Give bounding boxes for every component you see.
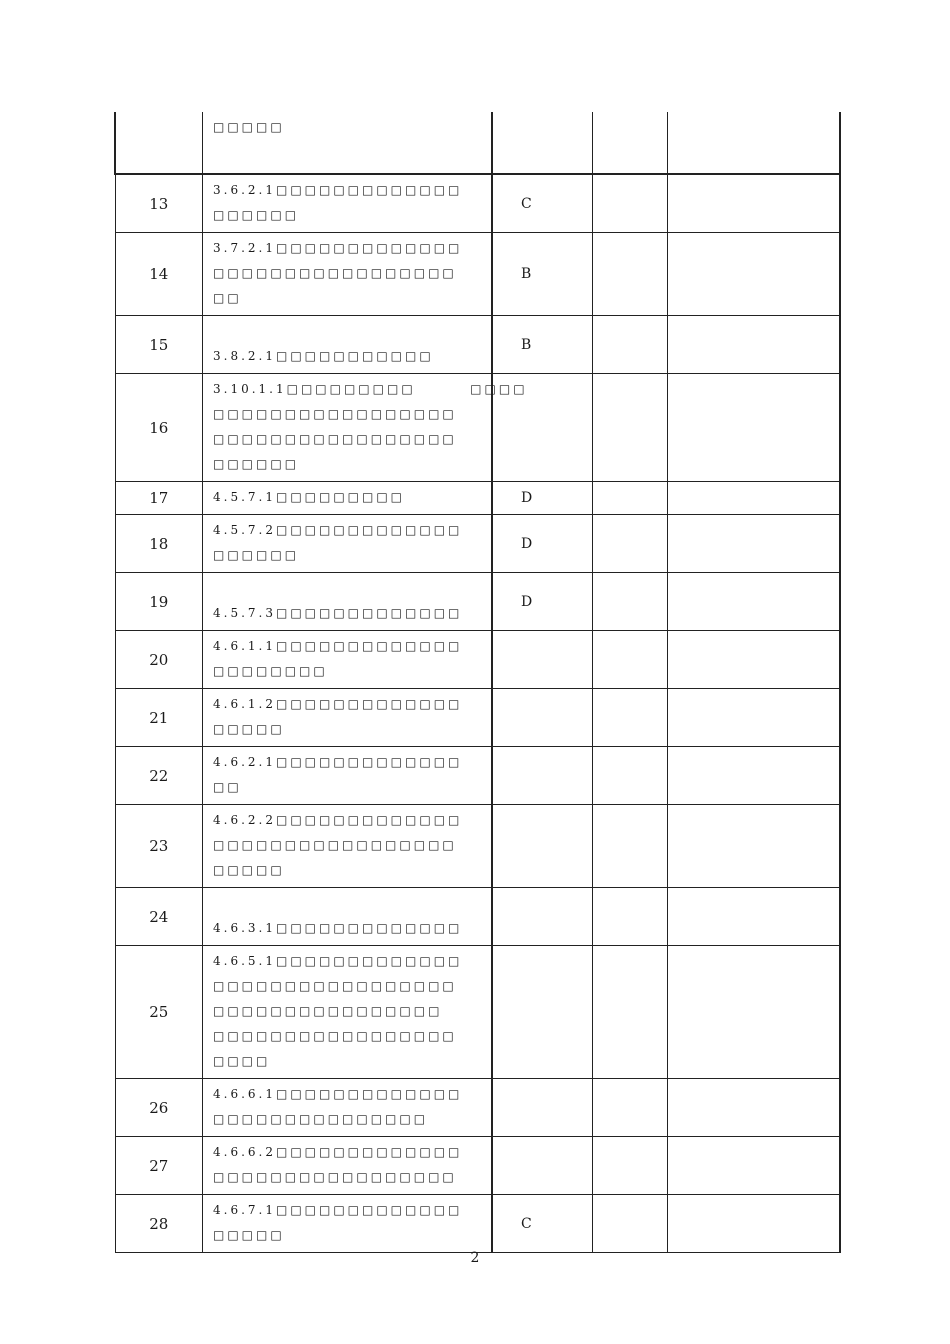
table-row: [115, 1079, 840, 1137]
row-number: 20: [115, 631, 203, 689]
clause-line: □□□□: [213, 1054, 271, 1068]
clause-description: [203, 888, 493, 946]
grade-cell: [492, 888, 592, 946]
empty-cell: [592, 515, 667, 573]
clause-line: □□□□□: [213, 722, 285, 736]
empty-cell: [592, 233, 667, 316]
remarks-cell: [667, 316, 840, 374]
clause-line: 4.6.7.1□□□□□□□□□□□□□: [213, 1203, 463, 1217]
row-number: 14: [115, 233, 203, 316]
clause-description: [203, 374, 528, 482]
item-table-body: [115, 112, 840, 1253]
clause-text: [203, 573, 491, 630]
clause-line: □□□□□□□□□□□□□□□: [213, 1112, 429, 1126]
clause-text: [203, 482, 491, 514]
clause-text: [203, 805, 491, 887]
clause-line: 3.10.1.1□□□□□□□□□ □□□□: [213, 382, 528, 396]
grade-cell: [492, 1137, 592, 1195]
clause-line: □□□□□□□□□□□□□□□□: [213, 1004, 443, 1018]
clause-description: [203, 946, 493, 1079]
clause-text: [203, 888, 491, 945]
clause-line: 4.6.1.1□□□□□□□□□□□□□: [213, 639, 463, 653]
remarks-cell: [667, 233, 840, 316]
table-row: [115, 1195, 840, 1253]
empty-cell: [592, 316, 667, 374]
remarks-cell: [667, 112, 840, 174]
empty-cell: [592, 631, 667, 689]
grade-cell: [492, 747, 592, 805]
remarks-cell: [667, 174, 840, 233]
clause-text: [203, 175, 491, 232]
table-row: [115, 1137, 840, 1195]
table-row: [115, 888, 840, 946]
clause-description: [203, 112, 493, 174]
clause-line: □□□□□□□□□□□□□□□□□: [213, 979, 457, 993]
remarks-cell: [667, 805, 840, 888]
remarks-cell: [667, 515, 840, 573]
clause-line: □□□□□□□□□□□□□□□□□: [213, 1170, 457, 1184]
table-row: [115, 374, 840, 482]
row-number: 25: [115, 946, 203, 1079]
clause-description: [203, 482, 493, 515]
clause-text: [203, 316, 491, 373]
item-table: [114, 112, 841, 1253]
grade-cell: [492, 689, 592, 747]
clause-description: [203, 689, 493, 747]
clause-line: 4.5.7.3□□□□□□□□□□□□□: [213, 606, 463, 620]
row-number: 27: [115, 1137, 203, 1195]
remarks-cell: [667, 1079, 840, 1137]
clause-description: [203, 747, 493, 805]
clause-line: 4.6.2.2□□□□□□□□□□□□□: [213, 813, 463, 827]
clause-line: □□□□□□: [213, 457, 300, 471]
clause-text: [203, 233, 491, 315]
empty-cell: [592, 689, 667, 747]
grade-cell: D: [492, 573, 592, 631]
empty-cell: [592, 112, 667, 174]
table-row: [115, 689, 840, 747]
remarks-cell: [667, 482, 840, 515]
grade-cell: [492, 1079, 592, 1137]
clause-line: □□□□□□□□□□□□□□□□□: [213, 1029, 457, 1043]
clause-line: □□□□□□□□□□□□□□□□□: [213, 407, 457, 421]
clause-description: [203, 515, 493, 573]
empty-cell: [592, 946, 667, 1079]
row-number: 15: [115, 316, 203, 374]
table-row: [115, 112, 840, 174]
clause-text: [203, 1079, 491, 1136]
table-row: [115, 631, 840, 689]
empty-cell: [592, 747, 667, 805]
remarks-cell: [667, 573, 840, 631]
table-row: [115, 515, 840, 573]
grade-cell: D: [492, 515, 592, 573]
empty-cell: [592, 1137, 667, 1195]
clause-line: 3.8.2.1□□□□□□□□□□□: [213, 349, 434, 363]
clause-description: [203, 573, 493, 631]
row-number: 17: [115, 482, 203, 515]
clause-line: □□: [213, 780, 242, 794]
clause-line: 4.6.1.2□□□□□□□□□□□□□: [213, 697, 463, 711]
table-row: [115, 316, 840, 374]
clause-line: □□□□□: [213, 863, 285, 877]
clause-line: 3.6.2.1□□□□□□□□□□□□□: [213, 183, 463, 197]
clause-line: [213, 576, 491, 601]
clause-text: [203, 946, 491, 1078]
table-row: [115, 573, 840, 631]
table-row: [115, 805, 840, 888]
clause-line: □□□□□□: [213, 548, 300, 562]
remarks-cell: [667, 888, 840, 946]
clause-text: [203, 747, 491, 804]
clause-line: □□□□□□□□□□□□□□□□□: [213, 432, 457, 446]
clause-description: [203, 316, 493, 374]
row-number: 22: [115, 747, 203, 805]
clause-text: [203, 112, 491, 144]
table-row: [115, 946, 840, 1079]
remarks-cell: [667, 631, 840, 689]
grade-cell: [492, 631, 592, 689]
clause-line: □□□□□□□□: [213, 664, 328, 678]
empty-cell: [592, 1195, 667, 1253]
clause-description: [203, 1137, 493, 1195]
clause-line: 4.6.6.2□□□□□□□□□□□□□: [213, 1145, 463, 1159]
row-number: 23: [115, 805, 203, 888]
remarks-cell: [667, 747, 840, 805]
remarks-cell: [667, 689, 840, 747]
grade-cell: [492, 805, 592, 888]
empty-cell: [592, 1079, 667, 1137]
clause-description: [203, 174, 493, 233]
empty-cell: [592, 573, 667, 631]
clause-text: [203, 374, 528, 481]
grade-cell: C: [492, 174, 592, 233]
empty-cell: [592, 805, 667, 888]
grade-cell: B: [492, 233, 592, 316]
remarks-cell: [667, 374, 840, 482]
clause-line: [213, 319, 491, 344]
clause-line: 4.6.3.1□□□□□□□□□□□□□: [213, 921, 463, 935]
clause-description: [203, 1079, 493, 1137]
clause-line: 4.6.5.1□□□□□□□□□□□□□: [213, 954, 463, 968]
remarks-cell: [667, 946, 840, 1079]
empty-cell: [592, 374, 667, 482]
grade-cell: B: [492, 316, 592, 374]
clause-line: 4.5.7.2□□□□□□□□□□□□□: [213, 523, 463, 537]
clause-text: [203, 689, 491, 746]
empty-cell: [592, 888, 667, 946]
clause-line: [213, 891, 491, 916]
row-number: 24: [115, 888, 203, 946]
page-number: 2: [470, 1250, 480, 1266]
clause-line: □□□□□□: [213, 208, 300, 222]
clause-description: [203, 233, 493, 316]
clause-line: 4.5.7.1□□□□□□□□□: [213, 490, 406, 504]
clause-text: [203, 1137, 491, 1194]
clause-line: 3.7.2.1□□□□□□□□□□□□□: [213, 241, 463, 255]
row-number: 16: [115, 374, 203, 482]
clause-line: □□□□□: [213, 120, 285, 134]
table-row: [115, 174, 840, 233]
clause-line: 4.6.2.1□□□□□□□□□□□□□: [213, 755, 463, 769]
clause-line: □□: [213, 291, 242, 305]
remarks-cell: [667, 1137, 840, 1195]
clause-text: [203, 515, 491, 572]
grade-cell: C: [492, 1195, 592, 1253]
clause-description: [203, 631, 493, 689]
clause-text: [203, 631, 491, 688]
row-number: 21: [115, 689, 203, 747]
row-number: 26: [115, 1079, 203, 1137]
grade-cell: [492, 112, 592, 174]
clause-line: 4.6.6.1□□□□□□□□□□□□□: [213, 1087, 463, 1101]
table-row: [115, 482, 840, 515]
clause-description: [203, 805, 493, 888]
table-row: [115, 747, 840, 805]
clause-line: □□□□□□□□□□□□□□□□□: [213, 838, 457, 852]
table-row: [115, 233, 840, 316]
remarks-cell: [667, 1195, 840, 1253]
row-number: 19: [115, 573, 203, 631]
clause-line: □□□□□□□□□□□□□□□□□: [213, 266, 457, 280]
clause-text: [203, 1195, 491, 1252]
clause-description: [203, 1195, 493, 1253]
empty-cell: [592, 482, 667, 515]
grade-cell: D: [492, 482, 592, 515]
row-number: 13: [115, 174, 203, 233]
row-number: 18: [115, 515, 203, 573]
empty-cell: [592, 174, 667, 233]
row-number: 28: [115, 1195, 203, 1253]
row-number: [115, 112, 203, 174]
clause-line: □□□□□: [213, 1228, 285, 1242]
grade-cell: [492, 946, 592, 1079]
